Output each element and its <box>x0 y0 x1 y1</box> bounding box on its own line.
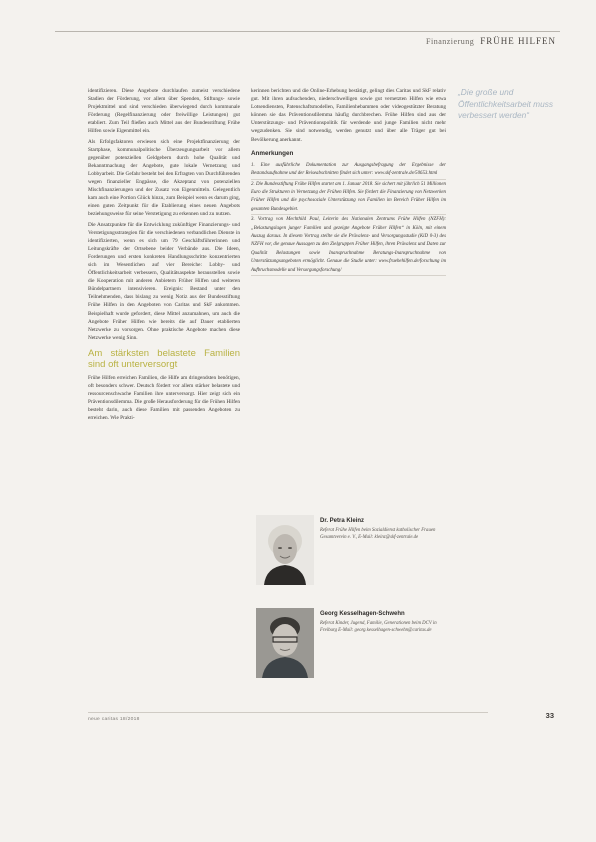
pull-quote: „Die große und Öffentlichkeitsarbeit muss verbessert werden“ <box>458 87 553 120</box>
text-column-right <box>251 87 446 277</box>
author-block <box>251 608 471 688</box>
author-photo <box>256 608 314 678</box>
paragraph: Die Ansatzpunkte für die Entwicklung zukünftiger Finanzierungs- und Verstetigungsstrategien für die verschiedenen verbandlichen Dienste in identifizierten, wenn es sich um 79 Geschäftsführerinnen und Leitungskräfte der Ortsebene beider Verbände aus. Die Ideen, Forderungen und ersten konkreten Handlungsschritte konzentrierten sich im Wesentlichen auf vier Bereiche: Lobby- und Öffentlichkeitsarbeit verbessern, Qualitätsaspekte herausstellen sowie die Kooperation mit anderen Anbietern Früher Hilfen und weiteren Bündelpartnern intensivieren. Ereignis: Bestand unter den Teilnehmenden, dass bislang zu wenig Notiz aus der Bundesstiftung Frühe Hilfen in den Angeboten von Caritas und SkF ankommen. Beispielhaft wurde gefordert, diese Mittel anzumahnen, um auch die Angebote Früher Hilfen wie bereits die auf Dauer etablierten Netzwerke zu vorsorgen. Ohne praktische Angebote machen diese Netzwerke wenig Sinn. <box>88 221 240 341</box>
note-item: 2. Die Bundesstiftung Frühe Hilfen startet am 1. Januar 2018. Sie sichert mit jährlich 51 Millionen Euro die Strukturen in Vernetzung der Frühen Hilfen. Sie fördert die Finanzierung von Netzwerken Früher Hilfen und die psychosoziale Unterstützung von Familien im Bereich Früher Hilfen im gesamten Bundesgebiet. <box>251 181 446 216</box>
notes-list <box>251 162 446 276</box>
author-block <box>251 515 471 595</box>
header-title: FRÜHE HILFEN <box>480 36 556 46</box>
paragraph: Als Erfolgsfaktoren erwiesen sich eine Projektfinanzierung der Startphase, kommunalpolitische Überzeugungsarbeit vor allem gegenüber potenziellen Geldgebern durch hohe Qualität und Bekanntmachung der Angebote, gute lokale Vernetzung und Lobbyarbeit. Die Gefahr besteht bei den Erfragten von Durchführenden wegen finanzieller Engpässe, die Akzeptanz von potenziellen Mischfinanzierungen und der Zusatz von Eigenmitteln. Gelegentlich kam auch eine Portion Glück hinzu, zum Beispiel wenn es darum ging, einen guten Zeitpunkt für die Etablierung eines neuen Angebots beziehungsweise für seine Verstetigung zu erkennen und zu nutzen. <box>88 138 240 218</box>
header-rule <box>55 31 560 32</box>
footer-publication: neue caritas 18/2018 <box>88 717 140 722</box>
page-number: 33 <box>545 711 554 720</box>
author-name: Georg Kesselhagen-Schwehn <box>320 611 405 617</box>
notes-heading: Anmerkungen <box>251 149 294 157</box>
running-header <box>426 36 556 46</box>
author-description: Referat Frühe Hilfen beim Sozialdienst katholischer Frauen Gesamtverein e. V., E-Mail: kleinz@skf-zentrale.de <box>320 528 436 541</box>
author-name: Dr. Petra Kleinz <box>320 518 365 524</box>
subheading: Am stärksten belastete Familien sind oft unterversorgt <box>88 347 240 370</box>
note-item: 1. Eine ausführliche Dokumentation zur Ausgangsbefragung der Ergebnisse der Bestandsaufnahme und der Reiseabschnitten findet sich unter: www.skf-zentrale.de/50653.html <box>251 162 446 180</box>
author-photo <box>256 515 314 585</box>
author-description: Referat Kinder, Jugend, Familie, Generationen beim DCV in Freiburg E-Mail: georg.kesselhagen-schwehn@caritas.de <box>320 621 437 634</box>
footer-rule <box>88 712 488 713</box>
header-section: Finanzierung <box>426 37 475 46</box>
text-column-left <box>88 87 240 424</box>
paragraph: Frühe Hilfen erreichen Familien, die Hilfe am dringendsten benötigen, oft besonders schwer. Deutsch fördert vor allem stärker belastete und ressourcenschwache Familien ihre unterversorgt. Hier zeigt sich ein Präventionsdilemma. Die große Herausforderung für die Frühen Hilfen besteht darin, auch diese Familien mit passenden Angeboten zu erreichen. Wie Prakti- <box>88 374 240 422</box>
paragraph: kerinnen berichten und die Online-Erhebung bestätigt, gelingt dies Caritas und SkF relativ gut. Mit ihren aufsuchenden, niederschwelligen sowie gut vernetzten Hilfen wie etwa Lotsendiensten, Patenschaftsmodellen, Familienhebammen oder videogestützter Beratung können sie das Präventionsdilemma häufig durchbrechen. Frühe Hilfen sind aus der Unterstützungs- und Präventionspolitik für werdende und junge Familien nicht mehr wegzudenken. Sie sind notwendig, werden genutzt und über alle Träger gut bei Bevölkerung anerkannt. <box>251 88 446 143</box>
note-item: 3. Vortrag von Mechthild Paul, Leiterin des Nationalen Zentrums Frühe Hilfen (NZFH): „Belastungslagen junger Familien und gezeigte Angebote Früher Hilfen“ in Köln, mit einem Auszug daraus. In diesem Vortrag stellte sie die Prävalenz- und Versorgungsstudie (KiD 0-3) des NZFH vor, die genaue Aussagen zu den Zielgruppen Früher Hilfen, ihren Prävalenz und Daten zur Qualität Belastungen sowie Inanspruchnahme Beratungs-Inanspruchnahme von Unterstützungsangeboten ermöglicht. Genaue die Studie unter: www.fruehehilfen.de/forschung im Aufbruchsmodelle und Versorgungsforschung/ <box>251 216 446 276</box>
paragraph: identifizieren. Diese Angebote durchlaufen zumeist verschiedene Stadien der Förderung, vor allem über Spenden, Stiftungs- sowie Projektmittel und sind verschieden überwiegend durch kommunale Förderung (Regelfinanzierung oder freiwillige Leistungen) gut etabliert. Zum Teil fließen auch Mittel aus der Bundesstiftung Frühe Hilfen sowie Eigenmittel ein. <box>88 88 240 135</box>
